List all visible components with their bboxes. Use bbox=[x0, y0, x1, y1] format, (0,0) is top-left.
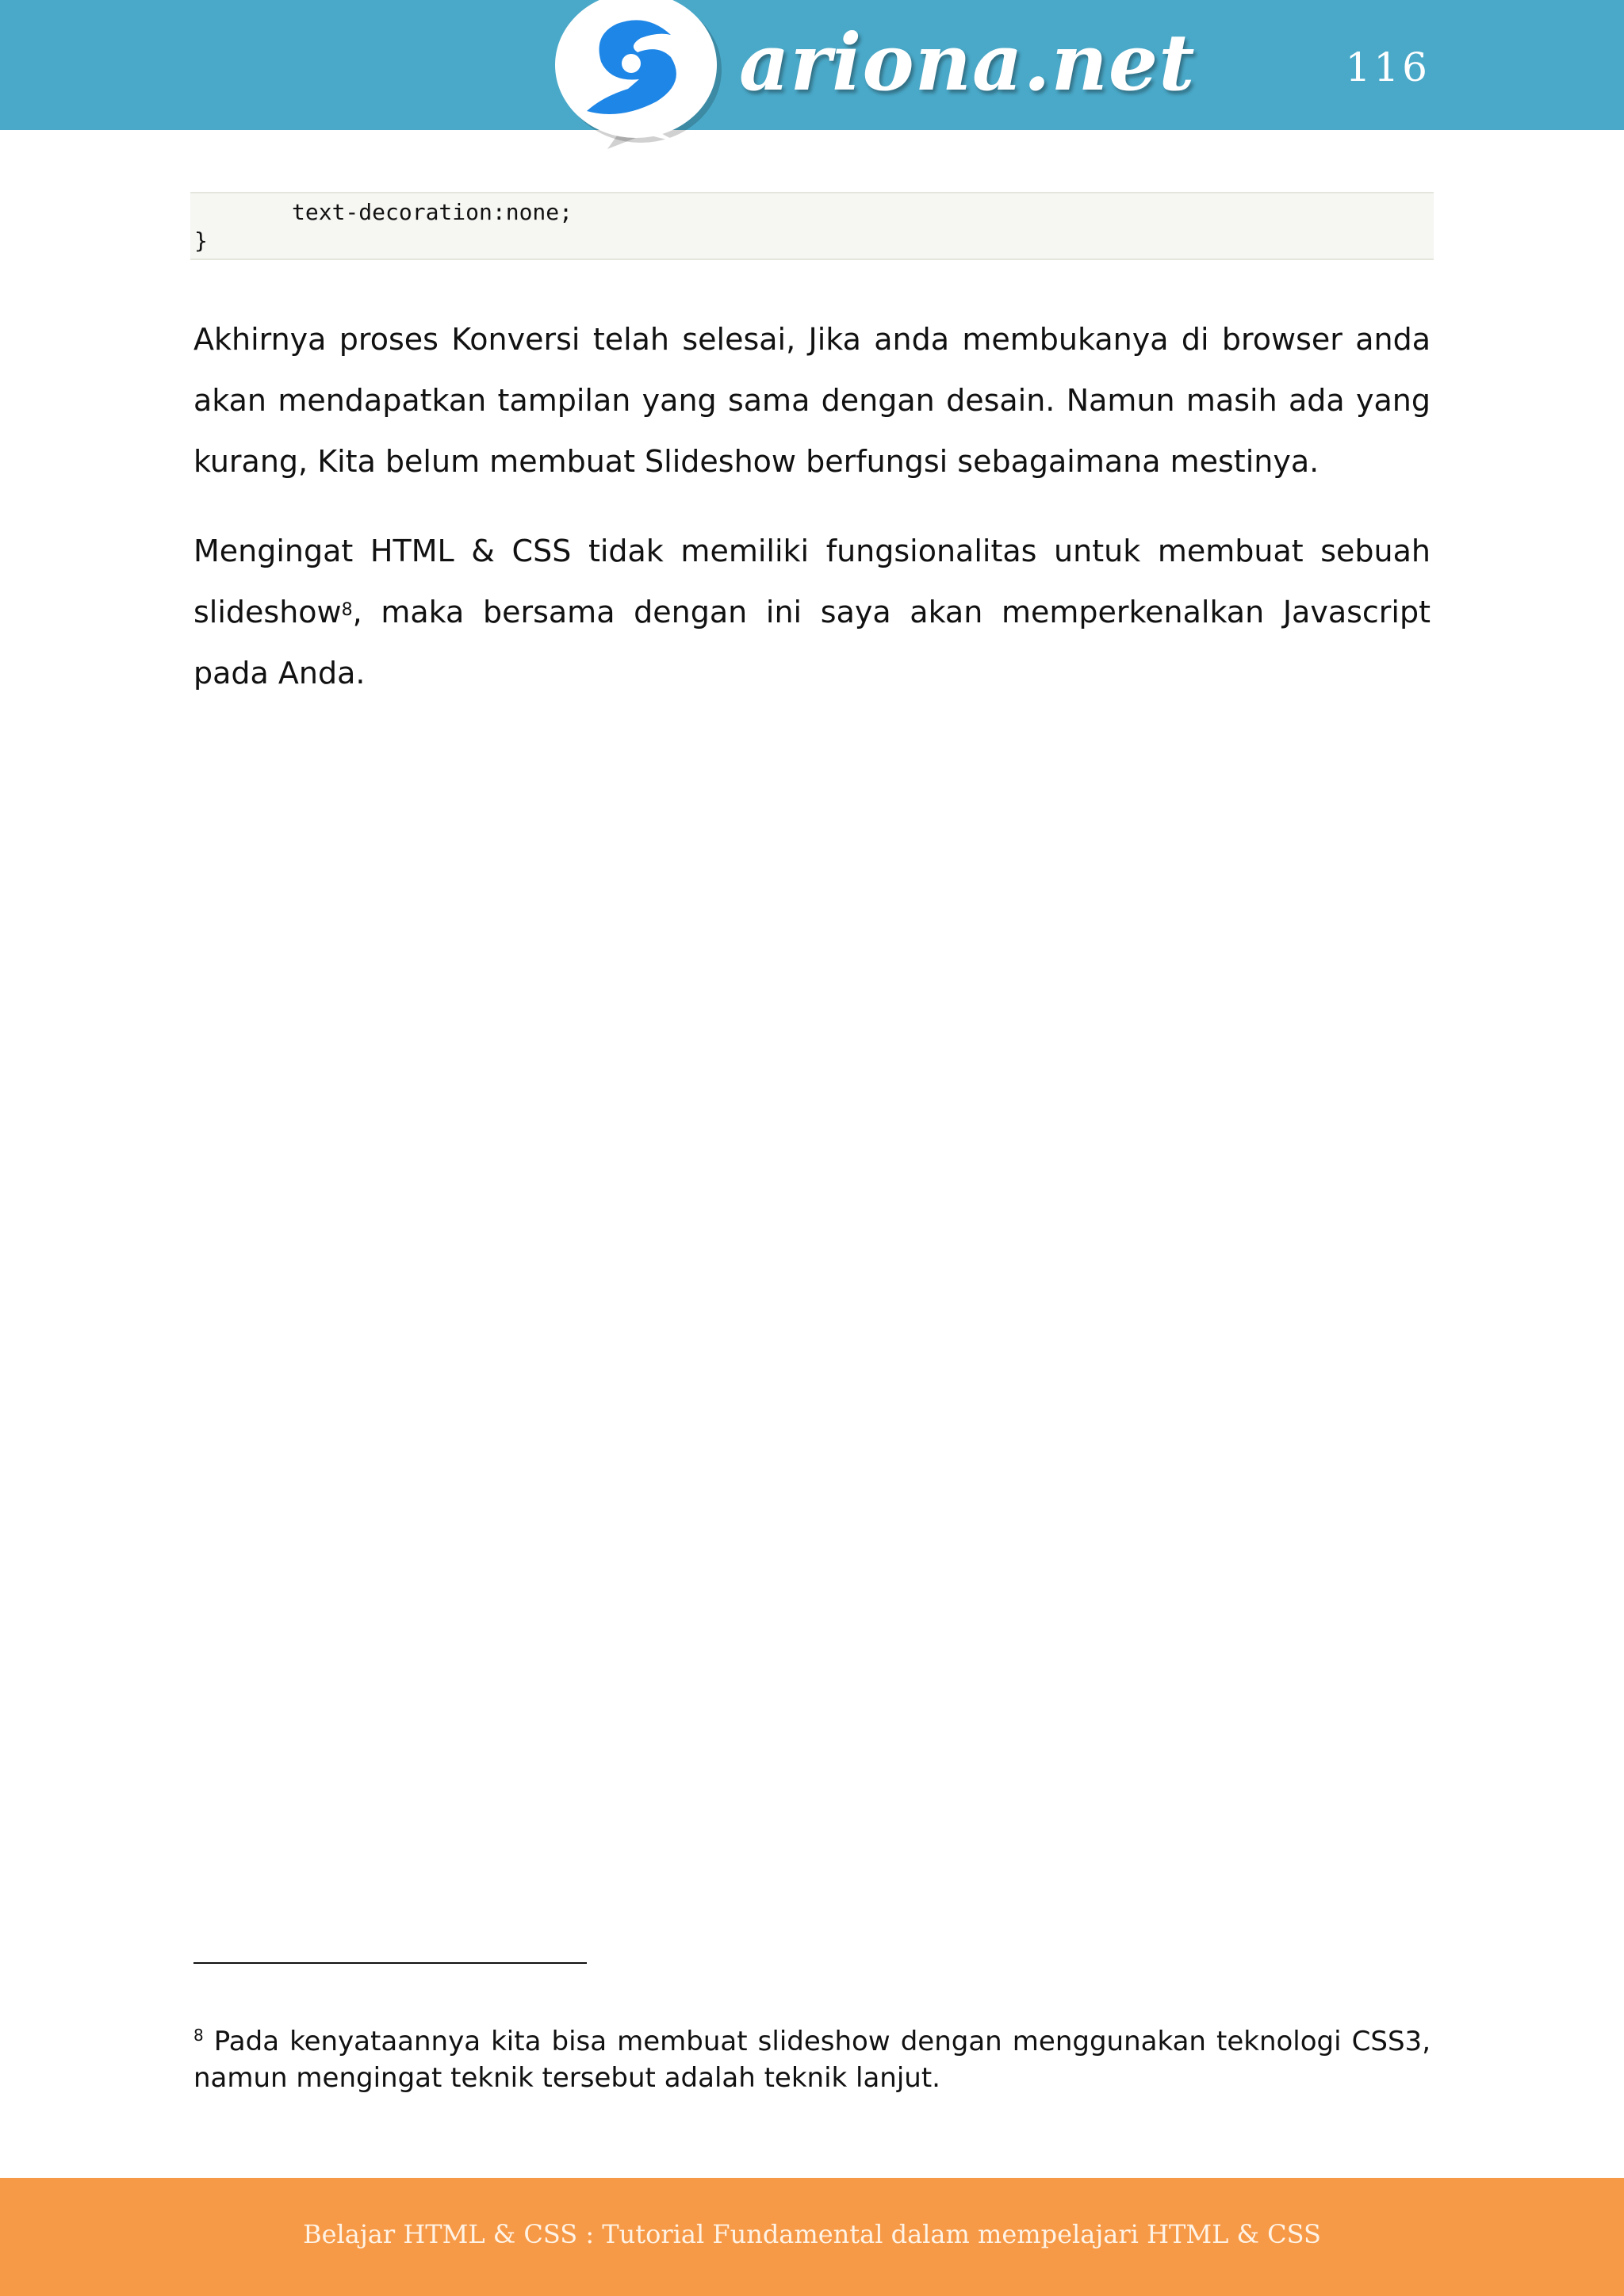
page-number: 116 bbox=[1345, 44, 1431, 90]
page-header bbox=[0, 0, 1624, 130]
code-block bbox=[190, 192, 1434, 260]
logo-wordmark: ariona.net bbox=[739, 17, 1196, 109]
code-line: text-decoration:none; bbox=[292, 199, 573, 225]
code-line: } bbox=[194, 228, 208, 254]
speech-bubble-logo-icon bbox=[552, 0, 742, 151]
paragraph-text: , maka bersama dengan ini saya akan memperkenalkan Javascript pada Anda. bbox=[193, 595, 1431, 691]
footnote-marker: 8 bbox=[193, 2026, 204, 2045]
footnote-text: Pada kenyataannya kita bisa membuat slideshow dengan menggunakan teknologi CSS3, namun mengingat teknik tersebut adalah teknik lanjut. bbox=[193, 2026, 1431, 2094]
footnote bbox=[193, 2023, 1431, 2096]
body-paragraph bbox=[193, 521, 1431, 704]
footnote-reference[interactable]: 8 bbox=[341, 600, 353, 620]
body-paragraph: Akhirnya proses Konversi telah selesai, Jika anda membukanya di browser anda akan mendapatkan tampilan yang sama dengan desain. Namun masih ada yang kurang, Kita belum membuat Slideshow berfungsi sebagaimana mestinya. bbox=[193, 322, 1431, 479]
page-footer bbox=[0, 2178, 1624, 2296]
footnote-separator bbox=[193, 1962, 587, 1964]
paragraph-text: Mengingat HTML & CSS tidak memiliki fungsionalitas untuk membuat sebuah slideshow bbox=[193, 534, 1431, 629]
site-logo[interactable] bbox=[552, 0, 1196, 151]
footer-book-title: Belajar HTML & CSS : Tutorial Fundamental dalam mempelajari HTML & CSS bbox=[303, 2219, 1321, 2249]
